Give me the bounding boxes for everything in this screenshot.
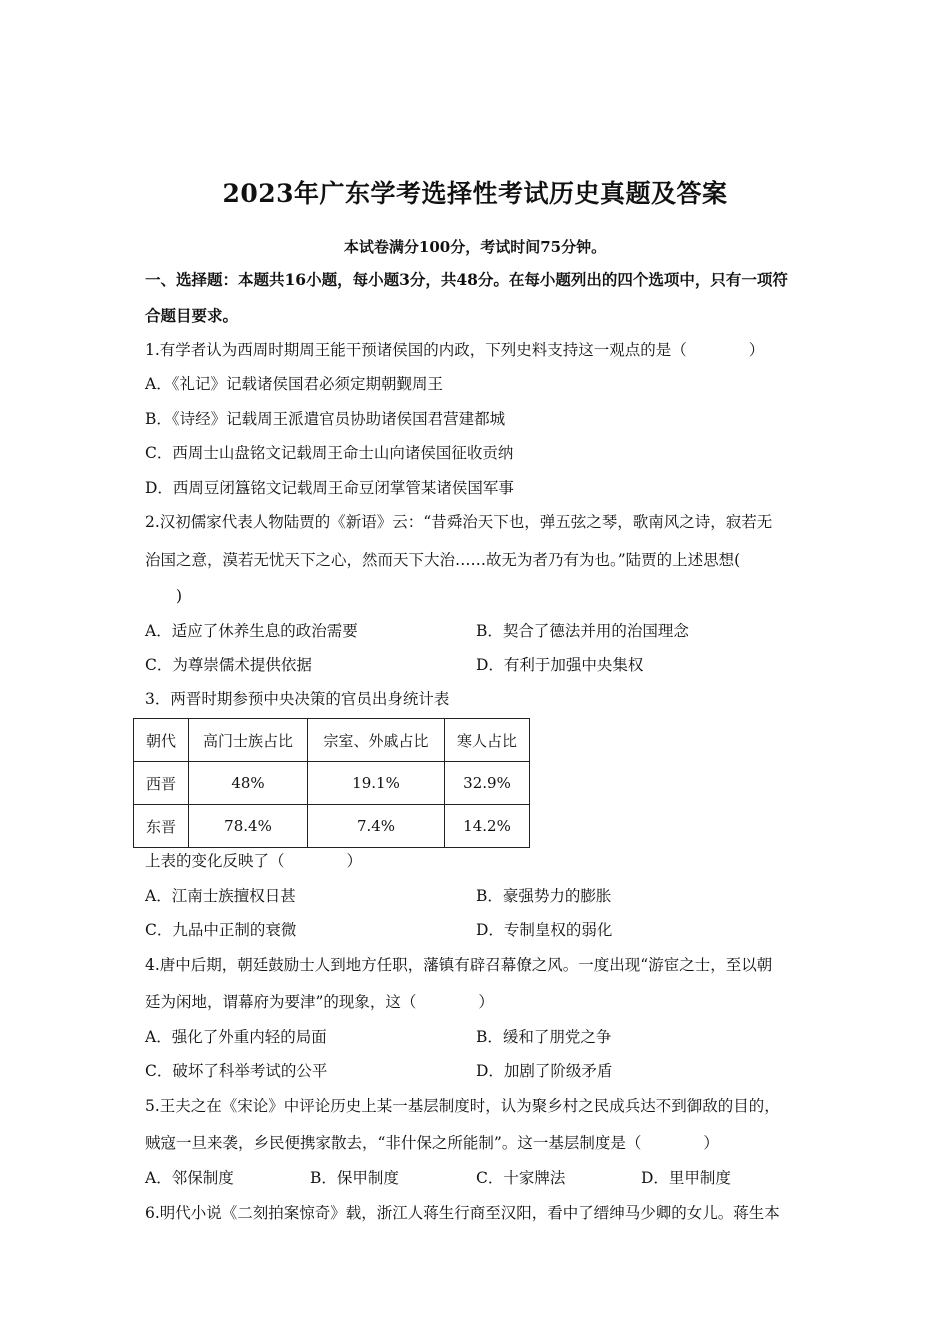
q4-option-c: C．破坏了科举考试的公平 [145,1062,328,1080]
q5-option-a: A．邻保制度 [145,1169,234,1187]
q5-stem-line2: 贼寇一旦来袭，乡民便携家散去，“非什保之所能制”。这一基层制度是（ ） [145,1134,719,1152]
q5-option-d: D．里甲制度 [641,1169,731,1187]
table-cell: 西晋 [134,762,189,805]
q1-option-a: A．《礼记》记载诸侯国君必须定期朝觐周王 [145,375,443,393]
q3-option-b: B．豪强势力的膨胀 [476,887,612,905]
table-header-cell: 寒人占比 [445,719,530,762]
q5-option-b: B．保甲制度 [310,1169,399,1187]
q3-question: 上表的变化反映了（ ） [145,852,363,870]
table-header-row [134,719,530,762]
q3-statistics-table [133,718,530,848]
q1-option-c: C．西周士山盘铭文记载周王命士山向诸侯国征收贡纳 [145,444,514,462]
q3-option-c: C．九品中正制的衰微 [145,921,297,939]
q6-stem-line1: 6.明代小说《二刻拍案惊奇》载，浙江人蒋生行商至汉阳，看中了缙绅马少卿的女儿。蒋生本 [145,1204,780,1222]
table-cell: 78.4% [189,805,308,848]
q1-stem: 1.有学者认为西周时期周王能干预诸侯国的内政，下列史料支持这一观点的是（ ） [145,341,765,359]
q2-stem-line1: 2.汉初儒家代表人物陆贾的《新语》云：“昔舜治天下也，弹五弦之琴，歌南风之诗，寂若无 [145,513,773,531]
q2-stem-line2: 治国之意，漠若无忧天下之心，然而天下大治……故无为者乃有为也。”陆贾的上述思想( [145,551,741,569]
q3-option-d: D．专制皇权的弱化 [476,921,613,939]
q5-option-c: C．十家牌法 [476,1169,566,1187]
section-heading: 一、选择题：本题共16小题，每小题3分，共48分。在每小题列出的四个选项中，只有一项符 [145,270,788,289]
q2-option-a: A．适应了休养生息的政治需要 [145,622,358,640]
q4-option-a: A．强化了外重内轻的局面 [145,1028,327,1046]
q1-option-b: B．《诗经》记载周王派遣官员协助诸侯国君营建都城 [145,410,506,428]
q3-option-a: A．江南士族擅权日甚 [145,887,296,905]
table-header-cell: 宗室、外戚占比 [308,719,445,762]
q2-option-b: B．契合了德法并用的治国理念 [476,622,689,640]
q5-stem-line1: 5.王夫之在《宋论》中评论历史上某一基层制度时，认为聚乡村之民成兵达不到御敌的目的， [145,1097,780,1115]
section-heading-cont: 合题目要求。 [145,306,239,325]
table-header-cell: 高门士族占比 [189,719,308,762]
q2-option-d: D．有利于加强中央集权 [476,656,644,674]
q4-stem-line1: 4.唐中后期，朝廷鼓励士人到地方任职，藩镇有辟召幕僚之风。一度出现“游宦之士，至以朝 [145,956,773,974]
table-cell: 14.2% [445,805,530,848]
q4-option-b: B．缓和了朋党之争 [476,1028,612,1046]
q1-option-d: D．西周豆闭簋铭文记载周王命豆闭掌管某诸侯国军事 [145,479,514,497]
table-row [134,805,530,848]
table-header-cell: 朝代 [134,719,189,762]
table-cell: 32.9% [445,762,530,805]
page-title: 2023年广东学考选择性考试历史真题及答案 [222,179,728,208]
q3-stem: 3．两晋时期参预中央决策的官员出身统计表 [145,690,450,708]
table-cell: 48% [189,762,308,805]
q2-stem-line3: ) [176,587,183,605]
table-cell: 东晋 [134,805,189,848]
table-cell: 19.1% [308,762,445,805]
q4-stem-line2: 廷为闲地，谓幕府为要津”的现象，这（ ） [145,993,494,1011]
q4-option-d: D．加剧了阶级矛盾 [476,1062,613,1080]
table-row [134,762,530,805]
exam-info: 本试卷满分100分，考试时间75分钟。 [343,238,607,256]
table-cell: 7.4% [308,805,445,848]
q2-option-c: C．为尊崇儒术提供依据 [145,656,312,674]
